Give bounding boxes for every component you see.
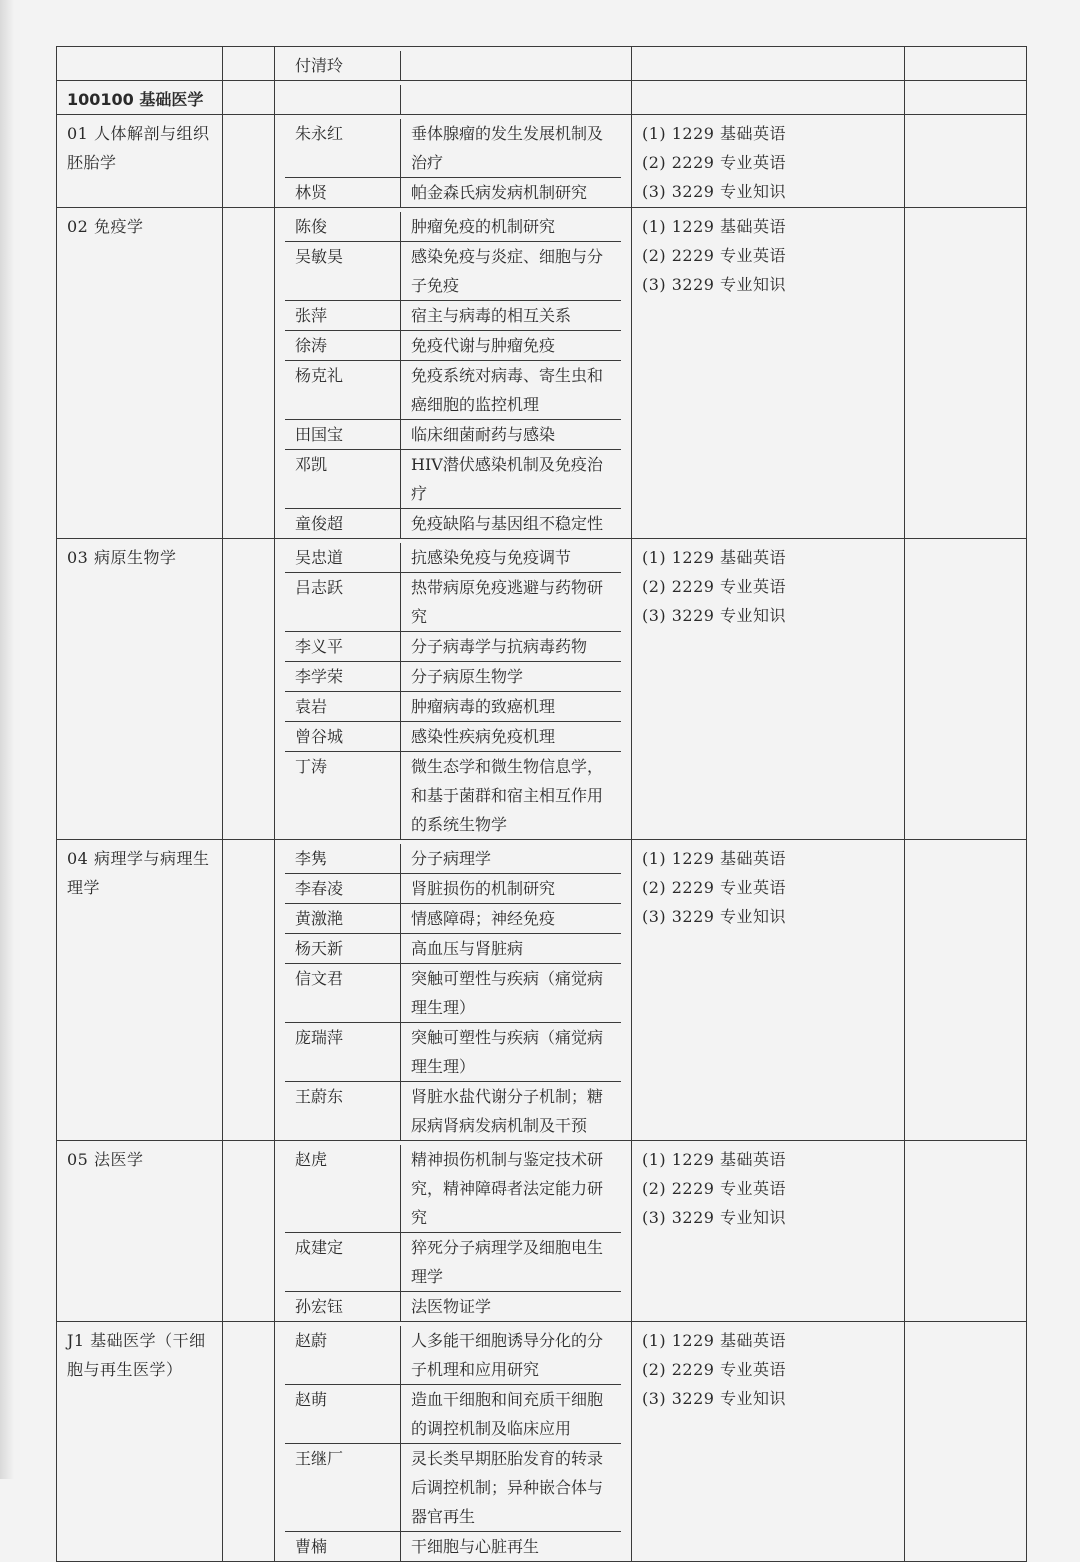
cell-empty xyxy=(223,81,275,115)
cell-empty xyxy=(905,1141,1027,1322)
cell-mentor-topic xyxy=(275,115,632,208)
mentor-name: 丁涛 xyxy=(285,752,401,840)
mentor-name: 赵虎 xyxy=(285,1145,401,1233)
discipline-title: 100100 基础医学 xyxy=(57,81,223,115)
mentor-row xyxy=(285,964,621,1023)
research-topic: 微生态学和微生物信息学，和基于菌群和宿主相互作用的系统生物学 xyxy=(411,757,604,834)
exam-subjects xyxy=(632,208,905,539)
research-topic: 帕金森氏病发病机制研究 xyxy=(411,183,588,202)
direction-name: 02 免疫学 xyxy=(57,208,223,539)
cell-mentor-topic xyxy=(275,1141,632,1322)
research-topic: 感染免疫与炎症、细胞与分子免疫 xyxy=(401,242,622,301)
research-topic: 情感障碍；神经免疫 xyxy=(401,904,622,934)
mentor-row xyxy=(285,692,621,722)
research-topic: 抗感染免疫与免疫调节 xyxy=(401,543,622,573)
exam-subject: (3) 3229 专业知识 xyxy=(642,907,787,926)
mentor-row xyxy=(285,1233,621,1292)
cell-empty xyxy=(223,1322,275,1562)
research-topic: 造血干细胞和间充质干细胞的调控机制及临床应用 xyxy=(401,1385,622,1444)
mentor-name: 杨天新 xyxy=(285,934,401,964)
mentor-name: 信文君 xyxy=(285,964,401,1023)
mentor-row xyxy=(285,844,621,874)
exam-subject: (1) 1229 基础英语 xyxy=(642,849,787,868)
research-topic: 肾脏水盐代谢分子机制；糖尿病肾病发病机制及干预 xyxy=(411,1087,604,1135)
exam-subject: (1) 1229 基础英语 xyxy=(642,124,787,143)
enrollment-table xyxy=(56,46,1027,1562)
research-topic: 临床细菌耐药与感染 xyxy=(401,420,622,450)
research-topic xyxy=(401,51,622,80)
direction-name: 01 人体解剖与组织胚胎学 xyxy=(57,115,223,208)
exam-subject: (1) 1229 基础英语 xyxy=(642,1331,787,1350)
mentor-row xyxy=(285,752,621,840)
cell-empty xyxy=(223,47,275,81)
research-topic: 热带病原免疫逃避与药物研究 xyxy=(401,573,622,632)
cell-empty xyxy=(905,115,1027,208)
research-topic: 宿主与病毒的相互关系 xyxy=(401,301,622,331)
direction-name: J1 基础医学（干细胞与再生医学） xyxy=(57,1322,223,1562)
mentor-row xyxy=(285,1532,621,1562)
cell-empty xyxy=(223,115,275,208)
research-topic: 突触可塑性与疾病（痛觉病理生理） xyxy=(401,1023,622,1082)
research-topic: 肿瘤病毒的致癌机理 xyxy=(401,692,622,722)
mentor-row xyxy=(285,242,621,301)
research-topic: 人多能干细胞诱导分化的分子机理和应用研究 xyxy=(401,1326,622,1385)
cell-empty xyxy=(223,208,275,539)
mentor-row xyxy=(285,1444,621,1532)
cell-empty xyxy=(223,539,275,840)
exam-subjects xyxy=(632,115,905,208)
mentor-name: 成建定 xyxy=(285,1233,401,1292)
mentor-name: 吕志跃 xyxy=(285,573,401,632)
research-topic: 分子病毒学与抗病毒药物 xyxy=(401,632,622,662)
page-edge-shadow xyxy=(0,0,14,1479)
mentor-name: 付清玲 xyxy=(285,51,401,80)
mentor-name: 徐涛 xyxy=(285,331,401,361)
cell-empty xyxy=(632,47,905,81)
research-topic: 免疫缺陷与基因组不稳定性 xyxy=(411,514,604,533)
discipline-header-row xyxy=(57,81,1027,115)
exam-subject: (1) 1229 基础英语 xyxy=(642,1150,787,1169)
direction-name: 05 法医学 xyxy=(57,1141,223,1322)
cell-empty xyxy=(905,1322,1027,1562)
mentor-row xyxy=(285,1292,621,1322)
cell-mentor-topic xyxy=(275,539,632,840)
exam-subject: (3) 3229 专业知识 xyxy=(642,275,787,294)
direction-row xyxy=(57,840,1027,1141)
exam-subject: (3) 3229 专业知识 xyxy=(642,182,787,201)
mentor-name: 杨克礼 xyxy=(285,361,401,420)
exam-subjects xyxy=(632,840,905,1141)
cell-mentor-topic xyxy=(275,840,632,1141)
exam-subject: (2) 2229 专业英语 xyxy=(642,153,787,172)
mentor-row xyxy=(285,361,621,420)
cell-empty xyxy=(905,47,1027,81)
mentor-name: 王继厂 xyxy=(285,1444,401,1532)
cell-empty xyxy=(223,840,275,1141)
mentor-name: 朱永红 xyxy=(285,119,401,178)
mentor-row xyxy=(285,874,621,904)
exam-subjects xyxy=(632,1141,905,1322)
exam-subject: (2) 2229 专业英语 xyxy=(642,577,787,596)
research-topic: 免疫系统对病毒、寄生虫和癌细胞的监控机理 xyxy=(401,361,622,420)
direction-name: 03 病原生物学 xyxy=(57,539,223,840)
cell-empty xyxy=(905,208,1027,539)
mentor-row xyxy=(285,509,621,539)
direction-row xyxy=(57,1322,1027,1562)
cell-empty xyxy=(223,1141,275,1322)
research-topic: 分子病原生物学 xyxy=(401,662,622,692)
research-topic: 肾脏损伤的机制研究 xyxy=(401,874,622,904)
mentor-row xyxy=(285,1082,621,1141)
mentor-name: 赵蔚 xyxy=(285,1326,401,1385)
mentor-name: 黄激滟 xyxy=(285,904,401,934)
exam-subject: (2) 2229 专业英语 xyxy=(642,1179,787,1198)
mentor-row xyxy=(285,178,621,208)
mentor-name: 邓凯 xyxy=(285,450,401,509)
direction-row xyxy=(57,539,1027,840)
exam-subject: (3) 3229 专业知识 xyxy=(642,1389,787,1408)
mentor-row xyxy=(285,934,621,964)
direction-row xyxy=(57,208,1027,539)
mentor-row xyxy=(285,1326,621,1385)
exam-subjects xyxy=(632,539,905,840)
mentor-name: 王蔚东 xyxy=(285,1082,401,1141)
mentor-name: 曹楠 xyxy=(285,1532,401,1562)
mentor-name: 张萍 xyxy=(285,301,401,331)
exam-subject: (2) 2229 专业英语 xyxy=(642,1360,787,1379)
mentor-row xyxy=(285,543,621,573)
direction-name: 04 病理学与病理生理学 xyxy=(57,840,223,1141)
cell-empty xyxy=(905,539,1027,840)
mentor-row xyxy=(285,1023,621,1082)
mentor-name: 李隽 xyxy=(285,844,401,874)
mentor-name: 李义平 xyxy=(285,632,401,662)
mentor-name: 庞瑞萍 xyxy=(285,1023,401,1082)
exam-subjects xyxy=(632,1322,905,1562)
research-topic: 干细胞与心脏再生 xyxy=(411,1537,540,1556)
research-topic: 肿瘤免疫的机制研究 xyxy=(401,212,622,242)
mentor-name: 吴敏昊 xyxy=(285,242,401,301)
direction-row xyxy=(57,1141,1027,1322)
research-topic: 免疫代谢与肿瘤免疫 xyxy=(401,331,622,361)
exam-subject: (2) 2229 专业英语 xyxy=(642,878,787,897)
cell-empty xyxy=(905,81,1027,115)
research-topic: 突触可塑性与疾病（痛觉病理生理） xyxy=(401,964,622,1023)
mentor-row xyxy=(285,301,621,331)
research-topic: 高血压与肾脏病 xyxy=(401,934,622,964)
research-topic: HIV潜伏感染机制及免疫治疗 xyxy=(401,450,622,509)
direction-row xyxy=(57,115,1027,208)
exam-subject: (3) 3229 专业知识 xyxy=(642,606,787,625)
mentor-row xyxy=(285,331,621,361)
cell-empty xyxy=(57,47,223,81)
mentor-name: 吴忠道 xyxy=(285,543,401,573)
research-topic xyxy=(401,85,622,114)
research-topic: 感染性疾病免疫机理 xyxy=(401,722,622,752)
mentor-name: 李春凌 xyxy=(285,874,401,904)
mentor-row xyxy=(285,632,621,662)
research-topic: 猝死分子病理学及细胞电生理学 xyxy=(401,1233,622,1292)
cell-mentor-topic xyxy=(275,47,632,81)
exam-subject: (2) 2229 专业英语 xyxy=(642,246,787,265)
mentor-name: 李学荣 xyxy=(285,662,401,692)
research-topic: 灵长类早期胚胎发育的转录后调控机制；异种嵌合体与器官再生 xyxy=(401,1444,622,1532)
mentor-name xyxy=(285,85,401,114)
mentor-name: 赵萌 xyxy=(285,1385,401,1444)
mentor-row xyxy=(285,573,621,632)
mentor-row xyxy=(285,1385,621,1444)
mentor-row xyxy=(285,904,621,934)
mentor-name: 孙宏钰 xyxy=(285,1292,401,1322)
research-topic: 垂体腺瘤的发生发展机制及治疗 xyxy=(401,119,622,178)
mentor-row xyxy=(285,450,621,509)
cell-empty xyxy=(905,840,1027,1141)
mentor-row xyxy=(285,212,621,242)
mentor-row xyxy=(285,119,621,178)
mentor-name: 林贤 xyxy=(285,178,401,208)
research-topic: 精神损伤机制与鉴定技术研究，精神障碍者法定能力研究 xyxy=(401,1145,622,1233)
mentor-name: 陈俊 xyxy=(285,212,401,242)
research-topic: 法医物证学 xyxy=(411,1297,492,1316)
mentor-row xyxy=(285,662,621,692)
mentor-name: 袁岩 xyxy=(285,692,401,722)
table-row-continuation xyxy=(57,47,1027,81)
exam-subject: (3) 3229 专业知识 xyxy=(642,1208,787,1227)
mentor-name: 田国宝 xyxy=(285,420,401,450)
cell-empty xyxy=(632,81,905,115)
mentor-row xyxy=(285,420,621,450)
exam-subject: (1) 1229 基础英语 xyxy=(642,217,787,236)
cell-mentor-topic xyxy=(275,1322,632,1562)
mentor-name: 童俊超 xyxy=(285,509,401,539)
cell-mentor-topic xyxy=(275,208,632,539)
mentor-name: 曾谷城 xyxy=(285,722,401,752)
mentor-row xyxy=(285,722,621,752)
mentor-row xyxy=(285,1145,621,1233)
research-topic: 分子病理学 xyxy=(401,844,622,874)
cell-mentor-topic xyxy=(275,81,632,115)
exam-subject: (1) 1229 基础英语 xyxy=(642,548,787,567)
